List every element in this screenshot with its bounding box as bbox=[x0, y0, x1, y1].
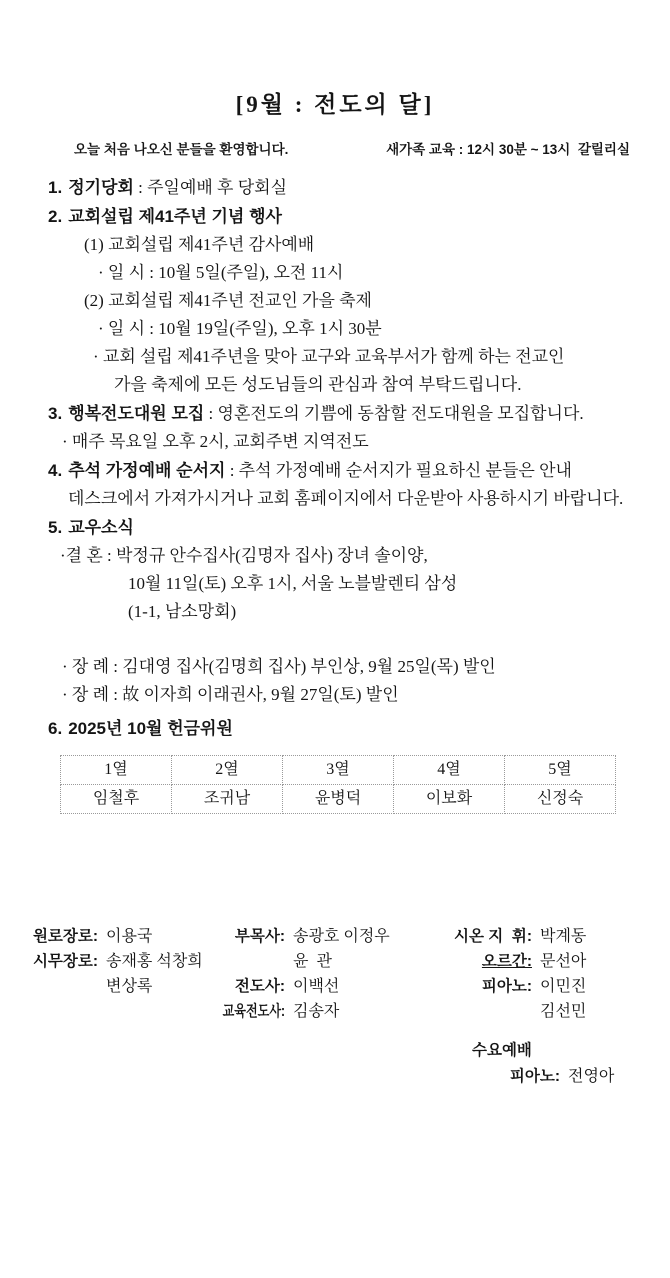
staff-label: 부목사: bbox=[234, 928, 285, 945]
announcement-item-4 bbox=[48, 457, 670, 513]
staff-value: 이백선 bbox=[293, 978, 340, 995]
sub-line: · 매주 목요일 오후 2시, 교회주변 지역전도 bbox=[62, 432, 369, 451]
sub-line: · 교회 설립 제41주년을 맞아 교구와 교육부서가 함께 하는 전교인 bbox=[93, 347, 565, 366]
staff-label: 피아노: bbox=[509, 1068, 560, 1085]
staff-value: 변상록 bbox=[106, 978, 153, 995]
table-cell: 신정숙 bbox=[505, 785, 616, 814]
staff-label: 교육전도사: bbox=[222, 1003, 285, 1020]
staff-value: 박계동 bbox=[540, 928, 587, 945]
staff-value: 문선아 bbox=[540, 953, 587, 970]
staff-value: 이용국 bbox=[106, 928, 153, 945]
sub-line: 가을 축제에 모든 성도님들의 관심과 참여 부탁드립니다. bbox=[114, 375, 522, 394]
staff-section bbox=[0, 924, 670, 1024]
wedding-line: (1-1, 남소망회) bbox=[128, 602, 237, 621]
staff-row bbox=[28, 924, 215, 949]
staff-label: 시무장로: bbox=[32, 953, 98, 970]
staff-value: 김선민 bbox=[540, 1003, 587, 1020]
item-number: 6. bbox=[48, 719, 63, 738]
table-header-cell: 2열 bbox=[172, 756, 283, 785]
table-header-cell: 1열 bbox=[61, 756, 172, 785]
table-cell: 이보화 bbox=[394, 785, 505, 814]
item-heading: 교우소식 bbox=[68, 518, 134, 537]
item-body: : 주일예배 후 당회실 bbox=[133, 178, 287, 197]
wednesday-worship-section bbox=[440, 1038, 660, 1090]
staff-value: 김송자 bbox=[293, 1003, 340, 1020]
wedding-line: 10월 11일(토) 오후 1시, 서울 노블발렌티 삼성 bbox=[128, 574, 458, 593]
staff-value: 송광호 이정우 bbox=[293, 928, 390, 945]
item-heading: 추석 가정예배 순서지 bbox=[68, 461, 226, 480]
item-heading: 2025년 10월 헌금위원 bbox=[68, 719, 233, 738]
wednesday-worship-title: 수요예배 bbox=[472, 1042, 532, 1059]
staff-column-music bbox=[412, 924, 622, 1024]
table-header-row bbox=[61, 756, 616, 785]
table-cell: 임철후 bbox=[61, 785, 172, 814]
item-heading: 정기당회 bbox=[68, 178, 134, 197]
item-heading: 교회설립 제41주년 기념 행사 bbox=[68, 207, 282, 226]
sub-line: 데스크에서 가져가시거나 교회 홈페이지에서 다운받아 사용하시기 바랍니다. bbox=[68, 489, 624, 508]
funeral-line: · 장 례 : 김대영 집사(김명희 집사) 부인상, 9월 25일(목) 발인 bbox=[62, 657, 496, 676]
table-cell: 윤병덕 bbox=[283, 785, 394, 814]
announcement-item-2 bbox=[48, 203, 670, 399]
bulletin-page bbox=[0, 86, 670, 1278]
staff-label: 시온 지 휘: bbox=[454, 928, 532, 945]
item-number: 2. bbox=[48, 207, 63, 226]
staff-row bbox=[28, 949, 215, 974]
table-header-cell: 3열 bbox=[283, 756, 394, 785]
announcement-item-3 bbox=[48, 400, 670, 456]
staff-value: 윤 관 bbox=[293, 953, 332, 970]
staff-row bbox=[215, 999, 412, 1024]
sub-line: (2) 교회설립 제41주년 전교인 가을 축제 bbox=[84, 291, 372, 310]
staff-column-elders bbox=[0, 924, 215, 1024]
wedding-line: ·결 혼 : 박정규 안수집사(김명자 집사) 장녀 솔이양, bbox=[60, 546, 428, 565]
staff-value: 전영아 bbox=[568, 1068, 615, 1085]
staff-row bbox=[412, 974, 622, 999]
staff-row bbox=[28, 974, 215, 999]
sub-line: · 일 시 : 10월 5일(주일), 오전 11시 bbox=[98, 263, 344, 282]
staff-label: 원로장로: bbox=[32, 928, 98, 945]
item-number: 5. bbox=[48, 518, 63, 537]
staff-row bbox=[215, 949, 412, 974]
staff-row bbox=[215, 924, 412, 949]
table-header-cell: 4열 bbox=[394, 756, 505, 785]
staff-row bbox=[412, 924, 622, 949]
page-title: [9월 : 전도의 달] bbox=[235, 92, 435, 117]
sub-line: (1) 교회설립 제41주년 감사예배 bbox=[84, 235, 315, 254]
welcome-message: 오늘 처음 나오신 분들을 환영합니다. bbox=[74, 142, 289, 157]
staff-column-ministers bbox=[215, 924, 412, 1024]
staff-label: 오르간: bbox=[481, 953, 532, 970]
announcement-item-5 bbox=[48, 514, 670, 709]
item-number: 3. bbox=[48, 404, 63, 423]
spacer bbox=[48, 626, 670, 653]
announcement-item-1 bbox=[48, 174, 670, 202]
staff-row bbox=[440, 1064, 660, 1090]
staff-label: 피아노: bbox=[481, 978, 532, 995]
welcome-row bbox=[0, 138, 670, 158]
staff-label: 전도사: bbox=[234, 978, 285, 995]
staff-value: 이민진 bbox=[540, 978, 587, 995]
item-body: : 추석 가정예배 순서지가 필요하신 분들은 안내 bbox=[225, 461, 572, 480]
staff-row bbox=[215, 974, 412, 999]
table-cell: 조귀남 bbox=[172, 785, 283, 814]
staff-row bbox=[412, 999, 622, 1024]
staff-value: 송재홍 석창희 bbox=[106, 953, 203, 970]
funeral-block bbox=[48, 653, 670, 709]
table-header-cell: 5열 bbox=[505, 756, 616, 785]
item-heading: 행복전도대원 모집 bbox=[68, 404, 205, 423]
offering-committee-table bbox=[60, 755, 616, 814]
table-row bbox=[61, 785, 616, 814]
newcomer-education-info: 새가족 교육 : 12시 30분 ~ 13시 갈릴리실 bbox=[386, 142, 630, 157]
sub-line: · 일 시 : 10월 19일(주일), 오후 1시 30분 bbox=[98, 319, 382, 338]
item-number: 1. bbox=[48, 178, 63, 197]
funeral-line: · 장 례 : 故 이자희 이래권사, 9월 27일(토) 발인 bbox=[62, 685, 399, 704]
item-number: 4. bbox=[48, 461, 63, 480]
announcement-list bbox=[0, 174, 670, 814]
item-body: : 영혼전도의 기쁨에 동참할 전도대원을 모집합니다. bbox=[204, 404, 584, 423]
staff-row bbox=[412, 949, 622, 974]
announcement-item-6 bbox=[48, 715, 670, 814]
